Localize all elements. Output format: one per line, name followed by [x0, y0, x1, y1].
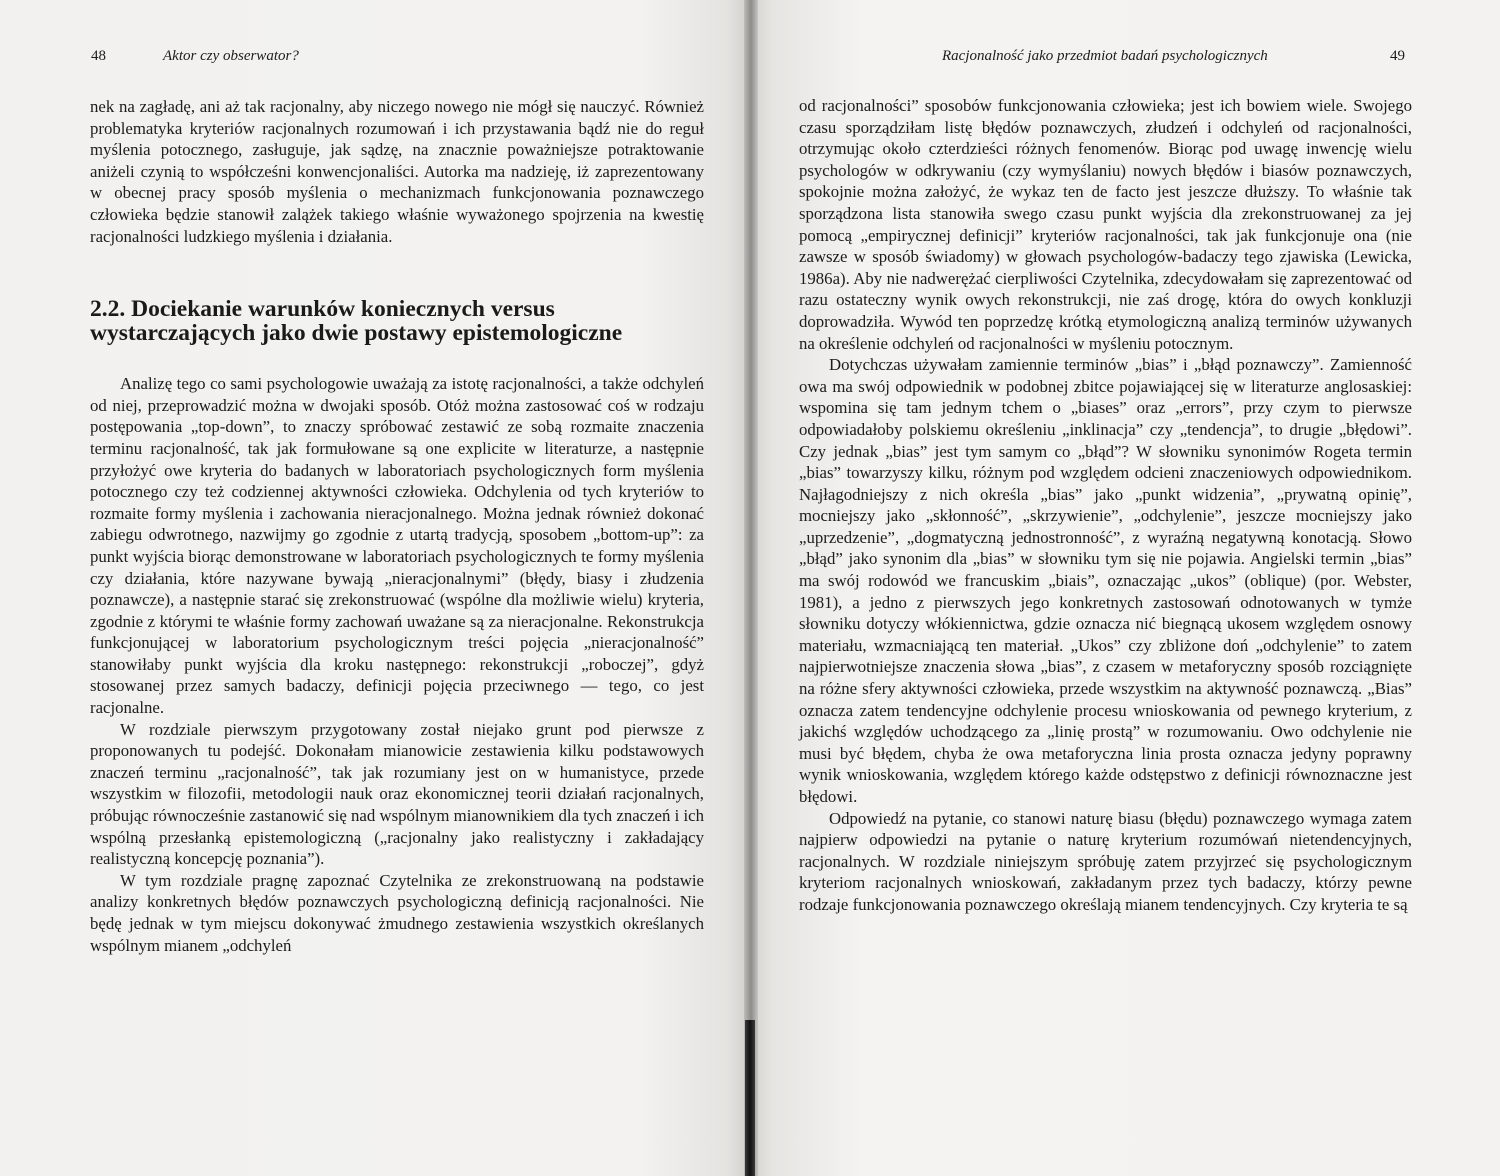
left-body-text	[90, 96, 704, 956]
right-body-text	[799, 95, 1412, 916]
right-running-title-text: Racjonalność jako przedmiot badań psychologicznych	[942, 48, 1268, 64]
left-paragraph-2: Analizę tego co sami psychologowie uważają za istotę racjonalności, a także odchyleń od niej, przeprowadzić można w dwojaki sposób. Otóż można zastosować coś w rodzaju postępowania „top-down”, to znaczy spróbować zestawić ze sobą rozmaite znaczenia terminu racjonalność, tak jak formułowane są one explicite w literaturze, a następnie przyłożyć owe kryteria do badanych w laboratoriach psychologicznych form myślenia potocznego czy też codziennej aktywności człowieka. Odchylenia od tych kryteriów to rozmaite formy myślenia i zachowania nieracjonalnego. Można jednak również dokonać zabiegu odwrotnego, nazwijmy go zgodnie z utartą tradycją, sposobem „bottom-up”: za punkt wyjścia biorąc demonstrowane w laboratoriach psychologicznych te formy myślenia czy działania, które nazywane bywają „nieracjonalnymi” (błędy, biasy i złudzenia poznawcze), a następnie starać się zrekonstruować (wspólne dla możliwie wielu) kryteria, zgodnie z którymi te właśnie formy zachowań uważane są za nieracjonalne. Rekonstrukcja funkcjonującej w laboratorium psychologicznym treści pojęcia „nieracjonalność” stanowiłaby punkt wyjścia dla kroku następnego: rekonstrukcji „roboczej”, gdyż stosowanej przez samych badaczy, definicji pojęcia przeciwnego — tego, co jest racjonalne.	[90, 374, 704, 718]
book-gutter-shadow	[745, 1020, 755, 1176]
right-page-number: 49	[1390, 48, 1405, 64]
section-heading: 2.2. Dociekanie warunków koniecznych versus wystarczających jako dwie postawy epistemologiczne	[90, 296, 623, 347]
left-page-number: 48	[91, 48, 106, 64]
left-paragraph-1: nek na zagładę, ani aż tak racjonalny, aby niczego nowego nie mógł się nauczyć. Również problematyka kryteriów racjonalnych rozumowań i ich przystawania bądź nie do reguł myślenia potocznego, zasługuje, jak sądzę, na znacznie poważniejsze potraktowanie aniżeli czynią to współcześni konwencjonaliści. Autorka ma nadzieję, iż zaprezentowany w obecnej pracy sposób myślenia o mechanizmach funkcjonowania poznawczego człowieka będzie stanowił zalążek takiego właśnie wyważonego spojrzenia na kwestię racjonalności ludzkiego myślenia i działania.	[90, 97, 704, 246]
left-paragraph-4: W tym rozdziale pragnę zapoznać Czytelnika ze zrekonstruowaną na podstawie analizy konkretnych błędów poznawczych psychologiczną definicją racjonalności. Nie będę jednak w tym miejscu dokonywać żmudnego zestawienia wszystkich określanych wspólnym mianem „odchyleń	[90, 870, 704, 955]
left-running-title	[163, 47, 299, 65]
right-page	[750, 0, 1500, 1176]
left-running-title-text: Aktor czy obserwator?	[163, 48, 299, 64]
book-gutter	[744, 0, 758, 1176]
right-running-title	[942, 47, 1268, 65]
right-paragraph-3: Odpowiedź na pytanie, co stanowi naturę biasu (błędu) poznawczego wymaga zatem najpierw odpowiedzi na pytanie o naturę kryterium rozumówań nietendencyjnych, racjonalnych. W rozdziale niniejszym spróbuję zatem przyjrzeć się psychologicznym kryteriom racjonalnych wnioskowań, zakładanym przez tych badaczy, którzy pewne rodzaje funkcjonowania poznawczego określają mianem tendencyjnych. Czy kryteria te są	[799, 808, 1412, 914]
right-paragraph-2: Dotychczas używałam zamiennie terminów „bias” i „błąd poznawczy”. Zamienność owa ma swój odpowiednik w podobnej zbitce pojawiającej się w literaturze anglosaskiej: wspomina się tam jednym tchem o „biases” oraz „errors”, przy czym to pierwsze odpowiadałoby polskiemu określeniu „inklinacja” czy „tendencja”, to drugie „błędowi”. Czy jednak „bias” jest tym samym co „błąd”? W słowniku synonimów Rogeta termin „bias” towarzyszy kilku, różnym pod względem odcieni znaczeniowych odpowiednikom. Najłagodniejszy z nich określa „bias” jako „punkt widzenia”, „prywatną opinię”, mocniejszy jako „skłonność”, „skrzywienie”, „odchylenie”, jeszcze mocniejszy jako „uprzedzenie”, „dogmatyczną jednostronność”, z wyraźną negatywną konotacją. Słowo „błąd” jako synonim dla „bias” w słowniku tym się nie pojawia. Angielski termin „bias” ma swój rodowód we francuskim „biais”, oznaczając „ukos” (oblique) (por. Webster, 1981), a jedno z pierwszych jego konkretnych zastosowań odnotowanych w tymże słowniku dotyczy włókiennictwa, gdzie oznacza nić biegnącą ukosem względem osnowy materiału, wzmacniającą ten materiał. „Ukos” czy zbliżone doń „odchylenie” to zatem najpierwotniejsze znaczenia słowa „bias”, z czasem w metaforyczny sposób rozciągnięte na różne sfery aktywności człowieka, przede wszystkim na aktywność poznawczą. „Bias” oznacza zatem tendencyjne odchylenie procesu wnioskowania od pewnego kryterium, z jakichś względów uchodzącego za „linię prostą” w rozumowaniu. Owo odchylenie nie musi być błędem, chyba że owa metaforyczna linia prosta oznacza jedyny poprawny wynik wnioskowania, względem którego każde odstępstwo z definicji równoznaczne jest błędowi.	[799, 355, 1412, 806]
left-paragraph-3: W rozdziale pierwszym przygotowany został niejako grunt pod pierwsze z proponowanych tu podejść. Dokonałam mianowicie zestawienia kilku podstawowych znaczeń terminu „racjonalność”, tak jak rozumiany jest on w humanistyce, przede wszystkim w filozofii, metodologii nauk oraz ekonomicznej teorii działań racjonalnych, próbując równocześnie zastanowić się nad wspólnym mianownikiem dla tych znaczeń i ich wspólną przesłanką epistemologiczną („racjonalny jako realistyczny i zakładający realistyczną koncepcję poznania”).	[90, 719, 704, 869]
right-paragraph-1: od racjonalności” sposobów funkcjonowania człowieka; jest ich bowiem wiele. Swojego czasu sporządziłam listę błędów poznawczych, złudzeń i odchyleń od racjonalności, otrzymując około czterdzieści różnych fenomenów. Biorąc pod uwagę inwencję wielu psychologów w odkrywaniu (czy wymyślaniu) nowych błędów i biasów poznawczych, spokojnie można założyć, że wykaz ten de facto jest jeszcze dłuższy. To właśnie tak sporządzona lista stanowiła swego czasu punkt wyjścia dla zrekonstruowanej za jej pomocą „empirycznej definicji” kryteriów racjonalności, tak jak funkcjonuje ona (nie zawsze w sposób świadomy) w głowach psychologów-badaczy tego zjawiska (Lewicka, 1986a). Aby nie nadwerężać cierpliwości Czytelnika, zdecydowałam się zaprezentować od razu ostateczny wynik owych rekonstrukcji, nie zaś drogę, która do owych konkluzji doprowadziła. Wywód ten poprzedzę krótką etymologiczną analizą terminów używanych na określenie odchyleń od racjonalności w myśleniu potocznym.	[799, 96, 1412, 353]
